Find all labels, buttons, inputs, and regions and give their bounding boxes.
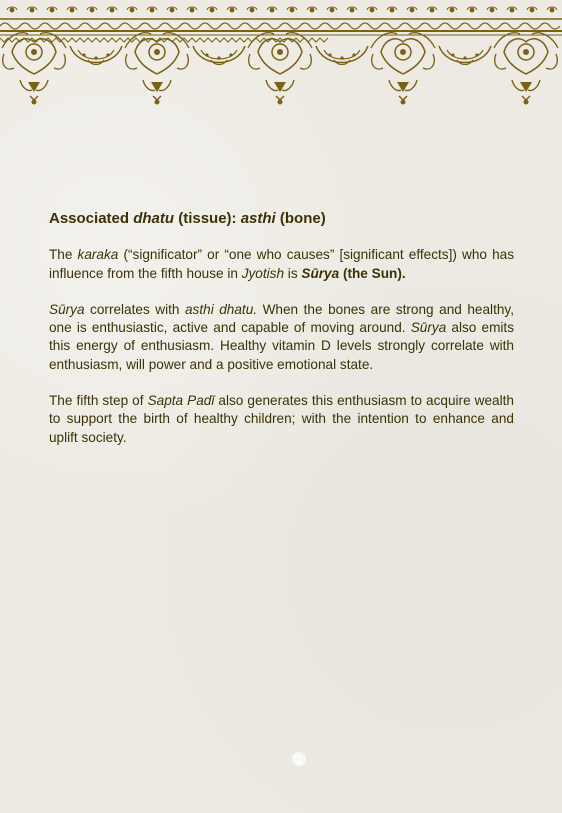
paragraph-surya: Sūrya correlates with asthi dhatu. When the bones are strong and healthy, one is enthusiastic, active and capable of moving around. Sūrya also emits this energy of enthusiasm. Healthy vitamin D levels strongly correlate with enthusiasm, will power and a positive emotional state. [49, 301, 515, 372]
henna-border-decoration [0, 0, 562, 110]
section-heading: Associated dhatu (tissue): asthi (bone) [49, 210, 326, 227]
paragraph-sapta-padi: The fifth step of Sapta Padī also generates this enthusiasm to acquire wealth to support the birth of healthy children; with the intention to enhance and uplift society. [49, 393, 514, 445]
paper-smudge [292, 752, 306, 766]
paragraph-karaka: The karaka (“significator” or “one who causes” [significant effects]) who has influence from the fifth house in Jyotish is Sūrya (the Sun). [49, 247, 514, 281]
text-content [49, 210, 514, 465]
